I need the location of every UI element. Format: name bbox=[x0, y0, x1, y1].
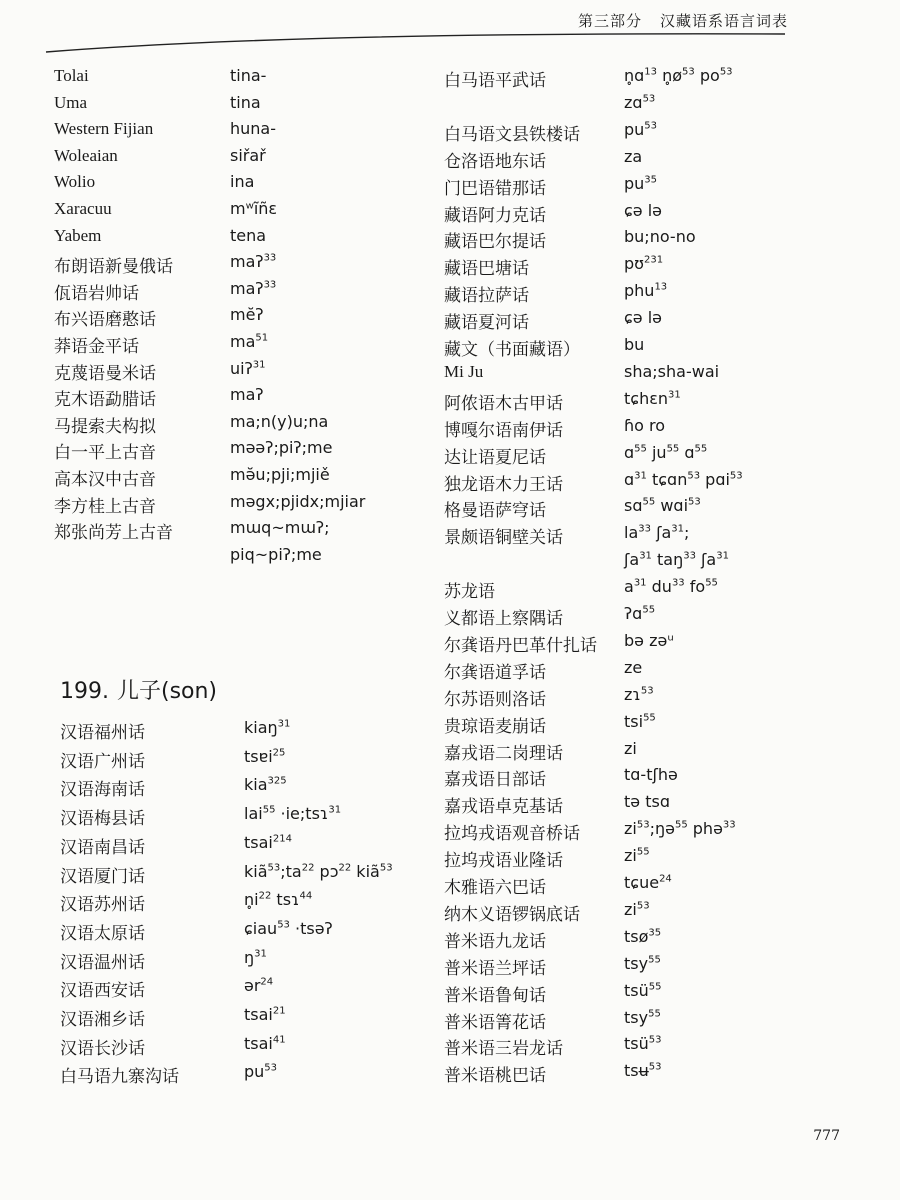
language-name: 汉语南昌话 bbox=[60, 837, 145, 857]
language-name: 嘉戎语卓克基话 bbox=[444, 797, 563, 817]
word-form: tsü$^{53}$ bbox=[624, 1034, 662, 1054]
word-form: lai$^{55}$ ·ie;tsɿ$^{31}$ bbox=[244, 804, 342, 824]
word-form: ʔɑ$^{55}$ bbox=[624, 604, 656, 623]
word-form: ɕə lə bbox=[624, 200, 663, 220]
word-form: $pu^{53}$ bbox=[244, 1062, 278, 1082]
language-name: 汉语苏州话 bbox=[60, 895, 145, 915]
word-form: mə̆u;pji;mjiě bbox=[230, 465, 330, 484]
word-form: məgx;pjidx;mjiar bbox=[230, 491, 366, 511]
language-name: 普米语鲁甸话 bbox=[444, 985, 546, 1005]
language-name: Wolio bbox=[54, 172, 96, 192]
language-name: 普米语桃巴话 bbox=[444, 1066, 546, 1086]
language-name: 莽语金平话 bbox=[54, 337, 139, 356]
word-form: mʷĩñɛ bbox=[230, 199, 278, 218]
language-name: 尔苏语则洛话 bbox=[444, 689, 546, 709]
language-name: 格曼语萨穹话 bbox=[444, 501, 546, 521]
language-name: 克木语勐腊话 bbox=[54, 390, 156, 410]
word-form: $ma^{51}$ bbox=[230, 332, 269, 351]
word-form: ʃa$^{31}$ taŋ$^{33}$ ʃa$^{31}$ bbox=[624, 550, 729, 570]
word-form: $n̥i^{22}$ tsɿ$^{44}$ bbox=[244, 890, 313, 910]
language-name: 汉语西安话 bbox=[60, 981, 145, 1001]
language-name: Woleaian bbox=[54, 145, 118, 165]
language-name: 藏语夏河话 bbox=[444, 313, 529, 333]
word-form: tsy$^{55}$ bbox=[624, 1007, 661, 1027]
language-name: Mi Ju bbox=[444, 361, 484, 381]
language-name: 藏语阿力克话 bbox=[444, 205, 546, 225]
language-name: 普米语九龙话 bbox=[444, 931, 546, 951]
word-form: mɯq~mɯʔ; bbox=[230, 518, 330, 538]
language-name: 马提索夫构拟 bbox=[54, 416, 156, 436]
language-name: 布朗语新曼俄话 bbox=[54, 257, 173, 277]
word-form: ze bbox=[624, 657, 643, 677]
language-name: 仓洛语地东话 bbox=[444, 151, 546, 171]
language-name: 苏龙语 bbox=[444, 582, 495, 602]
word-form: tsai$^{214}$ bbox=[244, 832, 292, 852]
word-form: $zi^{53}$ bbox=[624, 899, 650, 919]
language-name: 木雅语六巴话 bbox=[444, 878, 546, 897]
language-name: Xaracuu bbox=[54, 199, 112, 218]
word-form: maʔ$^{33}$ bbox=[230, 278, 277, 298]
word-form: maʔ bbox=[230, 385, 264, 405]
word-form: tsai$^{21}$ bbox=[244, 1005, 286, 1024]
language-name: 汉语厦门话 bbox=[60, 866, 145, 886]
language-name: 汉语湘乡话 bbox=[60, 1010, 145, 1029]
word-form: ɕiau$^{53}$ ·tsəʔ bbox=[244, 918, 333, 938]
language-name: 普米语箐花话 bbox=[444, 1012, 546, 1032]
language-name: 尔龚语道孚话 bbox=[444, 662, 546, 682]
word-form: ɑ$^{55}$ $ju^{55}$ ɑ$^{55}$ bbox=[624, 442, 708, 462]
word-form: zi bbox=[624, 738, 637, 758]
language-name: 李方桂上古音 bbox=[54, 496, 156, 516]
word-form: sha;sha-wai bbox=[624, 361, 720, 381]
word-form: uiʔ$^{31}$ bbox=[230, 358, 266, 378]
language-name: 汉语太原话 bbox=[60, 923, 145, 943]
language-name: 嘉戎语二岗理话 bbox=[444, 743, 563, 763]
language-name: 普米语三岩龙话 bbox=[444, 1039, 563, 1059]
word-form: $ŋ^{31}$ bbox=[244, 947, 267, 967]
language-name: 郑张尚芳上古音 bbox=[54, 523, 173, 543]
word-form: zɿ$^{53}$ bbox=[624, 684, 654, 704]
language-name: Tolai bbox=[54, 66, 89, 85]
language-name: 拉坞戎语业隆话 bbox=[444, 851, 563, 871]
section-number: 199. bbox=[60, 679, 109, 704]
language-name: 景颇语铜壁关话 bbox=[444, 528, 563, 548]
word-form: ɕə lə bbox=[624, 308, 663, 328]
word-form: $zi^{53};ŋə^{55}$ phə$^{33}$ bbox=[624, 819, 736, 839]
word-form: pʊ$^{231}$ bbox=[624, 254, 664, 274]
language-name: 藏语巴塘话 bbox=[444, 259, 529, 279]
header-part: 第三部分 bbox=[577, 12, 642, 30]
language-name: 汉语海南话 bbox=[60, 780, 145, 800]
word-form: mĕʔ bbox=[230, 305, 264, 325]
word-form: tsʉ$^{53}$ bbox=[624, 1061, 662, 1081]
word-form: $la^{33}$ ʃa$^{31}$; bbox=[624, 523, 690, 543]
language-name: 布兴语磨憨话 bbox=[54, 310, 156, 330]
word-form: $pu^{35}$ bbox=[624, 173, 658, 193]
language-name: 汉语长沙话 bbox=[60, 1038, 145, 1058]
word-form: huna- bbox=[230, 119, 276, 139]
word-form: za bbox=[624, 146, 643, 166]
word-form: tena bbox=[230, 225, 267, 245]
language-name: 汉语福州话 bbox=[60, 723, 145, 742]
word-form: bu;no-no bbox=[624, 227, 696, 247]
word-form: tə tsɑ bbox=[624, 792, 670, 812]
language-name: 门巴语错那话 bbox=[444, 178, 546, 198]
language-name: 白马语文县铁楼话 bbox=[444, 124, 580, 144]
word-form: bu bbox=[624, 335, 645, 354]
language-name: 拉坞戎语观音桥话 bbox=[444, 824, 580, 844]
language-name: Western Fijian bbox=[54, 119, 154, 139]
language-name: 纳木义语锣锅底话 bbox=[444, 904, 580, 924]
word-form: tsü$^{55}$ bbox=[624, 980, 662, 1000]
word-form: tsi$^{55}$ bbox=[624, 711, 656, 731]
language-name: 尔龚语丹巴革什扎话 bbox=[444, 635, 597, 655]
language-name: 高本汉中古音 bbox=[54, 470, 156, 489]
word-form: tsy$^{55}$ bbox=[624, 953, 661, 973]
word-form: $zi^{55}$ bbox=[624, 846, 650, 866]
word-form: tsai$^{41}$ bbox=[244, 1033, 286, 1053]
word-form: bə zəᵘ bbox=[624, 630, 674, 650]
language-name: 义都语上察隅话 bbox=[444, 609, 563, 628]
word-form: ɑ$^{31}$ tɕɑn$^{53}$ pɑi$^{53}$ bbox=[624, 469, 743, 489]
language-name: 白马语九寨沟话 bbox=[60, 1067, 179, 1087]
word-form: $pu^{53}$ bbox=[624, 119, 658, 139]
language-name: 阿侬语木古甲话 bbox=[444, 393, 563, 413]
word-form: phu$^{13}$ bbox=[624, 281, 668, 301]
language-name: 白一平上古音 bbox=[54, 443, 156, 463]
section-heading bbox=[60, 674, 217, 705]
section-title: 儿子(son) bbox=[116, 679, 218, 704]
word-form: siřař bbox=[230, 145, 266, 165]
language-name: 达让语夏尼话 bbox=[444, 447, 546, 467]
language-name: 嘉戎语日部话 bbox=[444, 770, 546, 790]
language-name: 佤语岩帅话 bbox=[54, 283, 139, 303]
language-name: 藏语拉萨话 bbox=[444, 286, 529, 306]
page-number: 777 bbox=[813, 1128, 840, 1144]
word-form: maʔ$^{33}$ bbox=[230, 252, 277, 272]
language-name: 克蔑语曼米话 bbox=[54, 363, 156, 383]
word-form: zɑ$^{53}$ bbox=[624, 92, 656, 112]
word-form: tɕue$^{24}$ bbox=[624, 873, 672, 892]
language-name: 藏文（书面藏语） bbox=[444, 340, 580, 359]
word-form: tina- bbox=[230, 66, 267, 85]
word-form: tsɐi$^{25}$ bbox=[244, 746, 286, 766]
word-form: tɑ-tʃhə bbox=[624, 765, 678, 785]
language-name: Yabem bbox=[54, 225, 102, 245]
language-name: 独龙语木力王话 bbox=[444, 474, 563, 494]
word-form: piq~piʔ;me bbox=[230, 544, 322, 564]
language-name: Uma bbox=[54, 92, 88, 112]
language-name: 贵琼语麦崩话 bbox=[444, 716, 546, 736]
language-name: 汉语温州话 bbox=[60, 952, 145, 972]
word-form: məəʔ;piʔ;me bbox=[230, 438, 333, 458]
word-form: n̥ɑ$^{13}$ $n̥ø^{53}$ $po^{53}$ bbox=[624, 66, 733, 85]
word-form: ɦo ro bbox=[624, 415, 666, 435]
language-name: 汉语广州话 bbox=[60, 751, 145, 771]
word-form: tina bbox=[230, 92, 261, 112]
header-title: 汉藏语系语言词表 bbox=[659, 12, 788, 30]
word-form: sɑ$^{55}$ wɑi$^{53}$ bbox=[624, 496, 701, 516]
word-form: kia$^{325}$ bbox=[244, 775, 287, 795]
language-name: 藏语巴尔提话 bbox=[444, 232, 546, 252]
word-form: ma;n(y)u;na bbox=[230, 411, 329, 431]
word-form: tsø$^{35}$ bbox=[624, 926, 662, 946]
language-name: 白马语平武话 bbox=[444, 71, 546, 90]
word-form: kiaŋ$^{31}$ bbox=[244, 718, 291, 737]
language-name: 汉语梅县话 bbox=[60, 809, 145, 829]
word-form: $kiã^{53};ta^{22}$ pɔ$^{22}$ kiã$^{53}$ bbox=[244, 861, 393, 881]
word-form: ər$^{24}$ bbox=[244, 976, 274, 996]
word-form: ina bbox=[230, 172, 255, 192]
word-form: $a^{31}$ $du^{33}$ $fo^{55}$ bbox=[624, 577, 718, 597]
language-name: 博嘎尔语南伊话 bbox=[444, 420, 563, 440]
language-name: 普米语兰坪话 bbox=[444, 958, 546, 978]
word-form: tɕhɛn$^{31}$ bbox=[624, 388, 681, 408]
